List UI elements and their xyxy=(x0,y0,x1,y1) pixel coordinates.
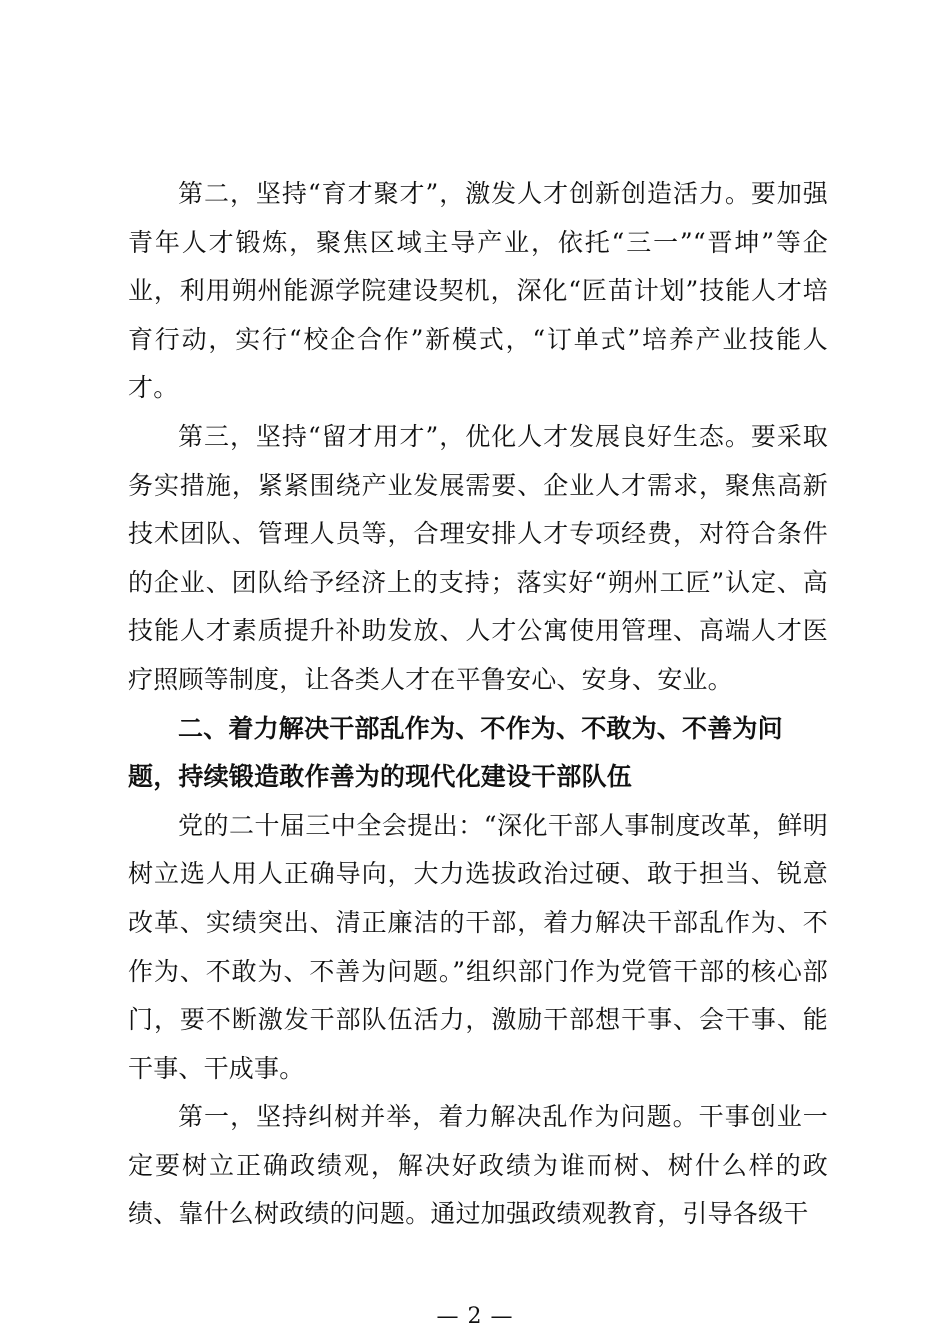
paragraph-talent-cultivation: 第二，坚持“育才聚才”，激发人才创新创造活力。要加强青年人才锻炼，聚焦区域主导产业，依托“三一”“晋坤”等企业，利用朔州能源学院建设契机，深化“匠苗计划”技能人才培育行动，实行“校企合作”新模式，“订单式”培养产业技能人才。 xyxy=(128,179,828,403)
page-number: — 2 — xyxy=(436,1304,514,1329)
paragraph-plenary-quote: 党的二十届三中全会提出：“深化干部人事制度改革，鲜明树立选人用人正确导向，大力选拔政治过硬、敢于担当、锐意改革、实绩突出、清正廉洁的干部，着力解决干部乱作为、不作为、不敢为、不善为问题。”组织部门作为党管干部的核心部门，要不断激发干部队伍活力，激励干部想干事、会干事、能干事、干成事。 xyxy=(128,810,828,1083)
paragraph-first-measure: 第一，坚持纠树并举，着力解决乱作为问题。干事创业一定要树立正确政绩观，解决好政绩为谁而树、树什么样的政绩、靠什么树政绩的问题。通过加强政绩观教育，引导各级干 xyxy=(128,1102,828,1229)
section-heading: 二、着力解决干部乱作为、不作为、不敢为、不善为问题，持续锻造敢作善为的现代化建设干部队伍 xyxy=(128,713,783,792)
paragraph-talent-retention: 第三，坚持“留才用才”，优化人才发展良好生态。要采取务实措施，紧紧围绕产业发展需要、企业人才需求，聚焦高新技术团队、管理人员等，合理安排人才专项经费，对符合条件的企业、团队给予经济上的支持；落实好“朔州工匠”认定、高技能人才素质提升补助发放、人才公寓使用管理、高端人才医疗照顾等制度，让各类人才在平鲁安心、安身、安业。 xyxy=(128,421,828,694)
document-body xyxy=(128,170,828,1239)
